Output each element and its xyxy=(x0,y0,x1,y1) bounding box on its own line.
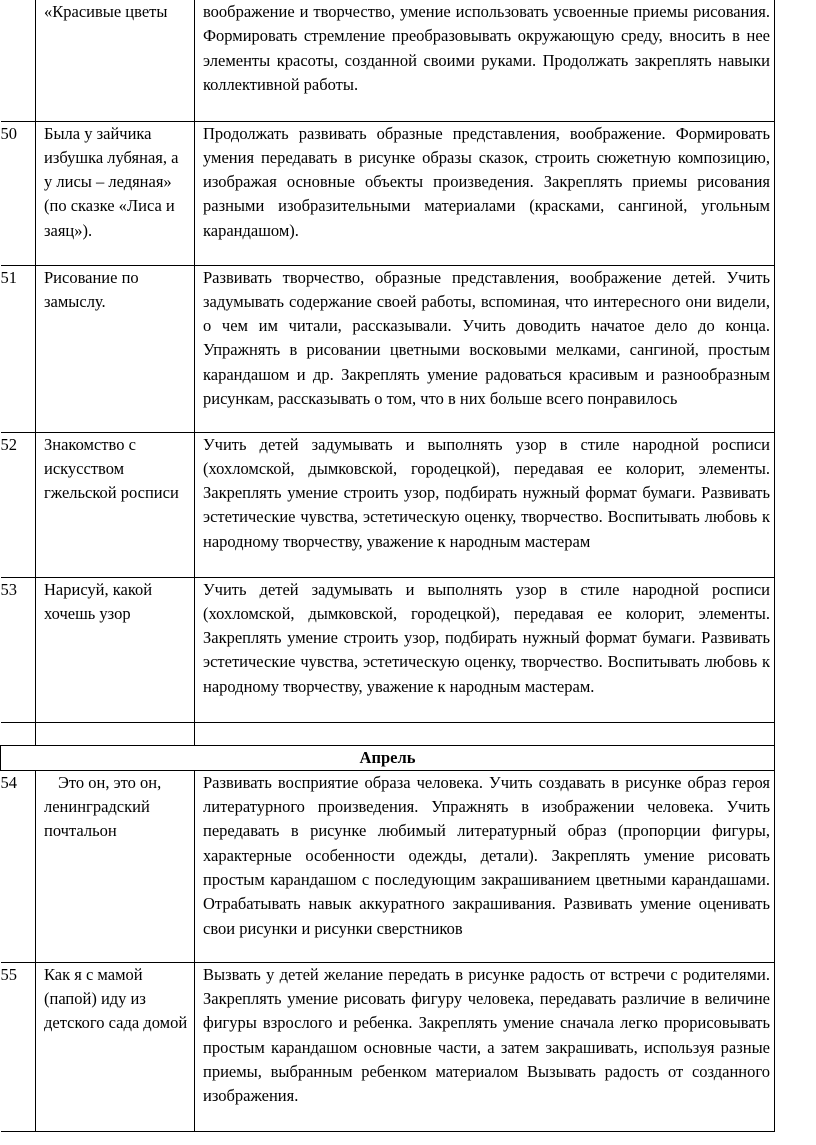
lesson-topic: Как я с мамой (папой) иду из детского сада домой xyxy=(36,962,195,1131)
lesson-description: Продолжать развивать образные представления, воображение. Формировать умения передавать в рисунке образы сказок, строить сюжетную композицию, изображая основные объекты произведения. Закреплять приемы рисования разными изобразительными материалами (красками, сангиной, угольным карандашом). xyxy=(195,121,775,265)
table-row xyxy=(1,770,775,962)
table-row xyxy=(1,265,775,432)
table-row xyxy=(1,121,775,265)
lesson-topic: Нарисуй, какой хочешь узор xyxy=(36,577,195,722)
lesson-description: Учить детей задумывать и выполнять узор в стиле народной росписи (хохломской, дымковской, городецкой), передавая ее колорит, элементы. Закреплять умение строить узор, подбирать нужный формат бумаги. Развивать эстетические чувства, эстетическую оценку, творчество. Воспитывать любовь к народному творчеству, уважение к народным мастерам. xyxy=(195,577,775,722)
row-number: 54 xyxy=(1,770,36,962)
row-number: 51 xyxy=(1,265,36,432)
month-row xyxy=(1,745,775,770)
empty-row xyxy=(1,722,775,745)
row-number: 53 xyxy=(1,577,36,722)
lesson-description: Развивать восприятие образа человека. Учить создавать в рисунке образ героя литературного произведения. Упражнять в изображении человека. Учить передавать в рисунке любимый литературный образ (пропорции фигуры, характерные особенности одежды, детали). Закреплять умение рисовать простым карандашом с последующим закрашиванием цветными карандашами. Отрабатывать навык аккуратного закрашивания. Развивать умение оценивать свои рисунки и рисунки сверстников xyxy=(195,770,775,962)
empty-cell xyxy=(1,722,36,745)
row-number: 55 xyxy=(1,962,36,1131)
lesson-description: Вызвать у детей желание передать в рисунке радость от встречи с родителями. Закреплять умение рисовать фигуру человека, передавать различие в величине фигуры взрослого и ребенка. Закреплять умение сначала легко прорисовывать простым карандашом основные части, а затем закрашивать, используя разные приемы, выбранным ребенком материалом Вызывать радость от созданного изображения. xyxy=(195,962,775,1131)
lesson-topic: «Красивые цветы xyxy=(36,0,195,121)
lesson-description: воображение и творчество, умение использовать усвоенные приемы рисования. Формировать стремление преобразовывать окружающую среду, вносить в нее элементы красоты, созданной своими руками. Продолжать закреплять навыки коллективной работы. xyxy=(195,0,775,121)
lesson-topic xyxy=(36,770,195,962)
lesson-topic: Была у зайчика избушка лубяная, а у лисы – ледяная» (по сказке «Лиса и заяц»). xyxy=(36,121,195,265)
row-number: 52 xyxy=(1,432,36,577)
empty-cell xyxy=(36,722,195,745)
empty-cell xyxy=(195,722,775,745)
row-number xyxy=(1,0,36,121)
lesson-topic: Знакомство с искусством гжельской росписи xyxy=(36,432,195,577)
row-number: 50 xyxy=(1,121,36,265)
table-row xyxy=(1,577,775,722)
lesson-topic: Рисование по замыслу. xyxy=(36,265,195,432)
month-heading: Апрель xyxy=(1,745,775,770)
lesson-topic-text: Это он, это он, ленинградский почтальон xyxy=(44,772,162,841)
table-row xyxy=(1,0,775,121)
table-row xyxy=(1,432,775,577)
lesson-description: Учить детей задумывать и выполнять узор в стиле народной росписи (хохломской, дымковской, городецкой), передавая ее колорит, элементы. Закреплять умение строить узор, подбирать нужный формат бумаги. Развивать эстетические чувства, эстетическую оценку, творчество. Воспитывать любовь к народному творчеству, уважение к народным мастерам xyxy=(195,432,775,577)
table-row xyxy=(1,962,775,1131)
lesson-description: Развивать творчество, образные представления, воображение детей. Учить задумывать содержание своей работы, вспоминая, что интересного они видели, о чем им читали, рассказывали. Учить доводить начатое дело до конца. Упражнять в рисовании цветными восковыми мелками, сангиной, простым карандашом и др. Закреплять умение радоваться красивым и разнообразным рисункам, рассказывать о том, что в них больше всего понравилось xyxy=(195,265,775,432)
